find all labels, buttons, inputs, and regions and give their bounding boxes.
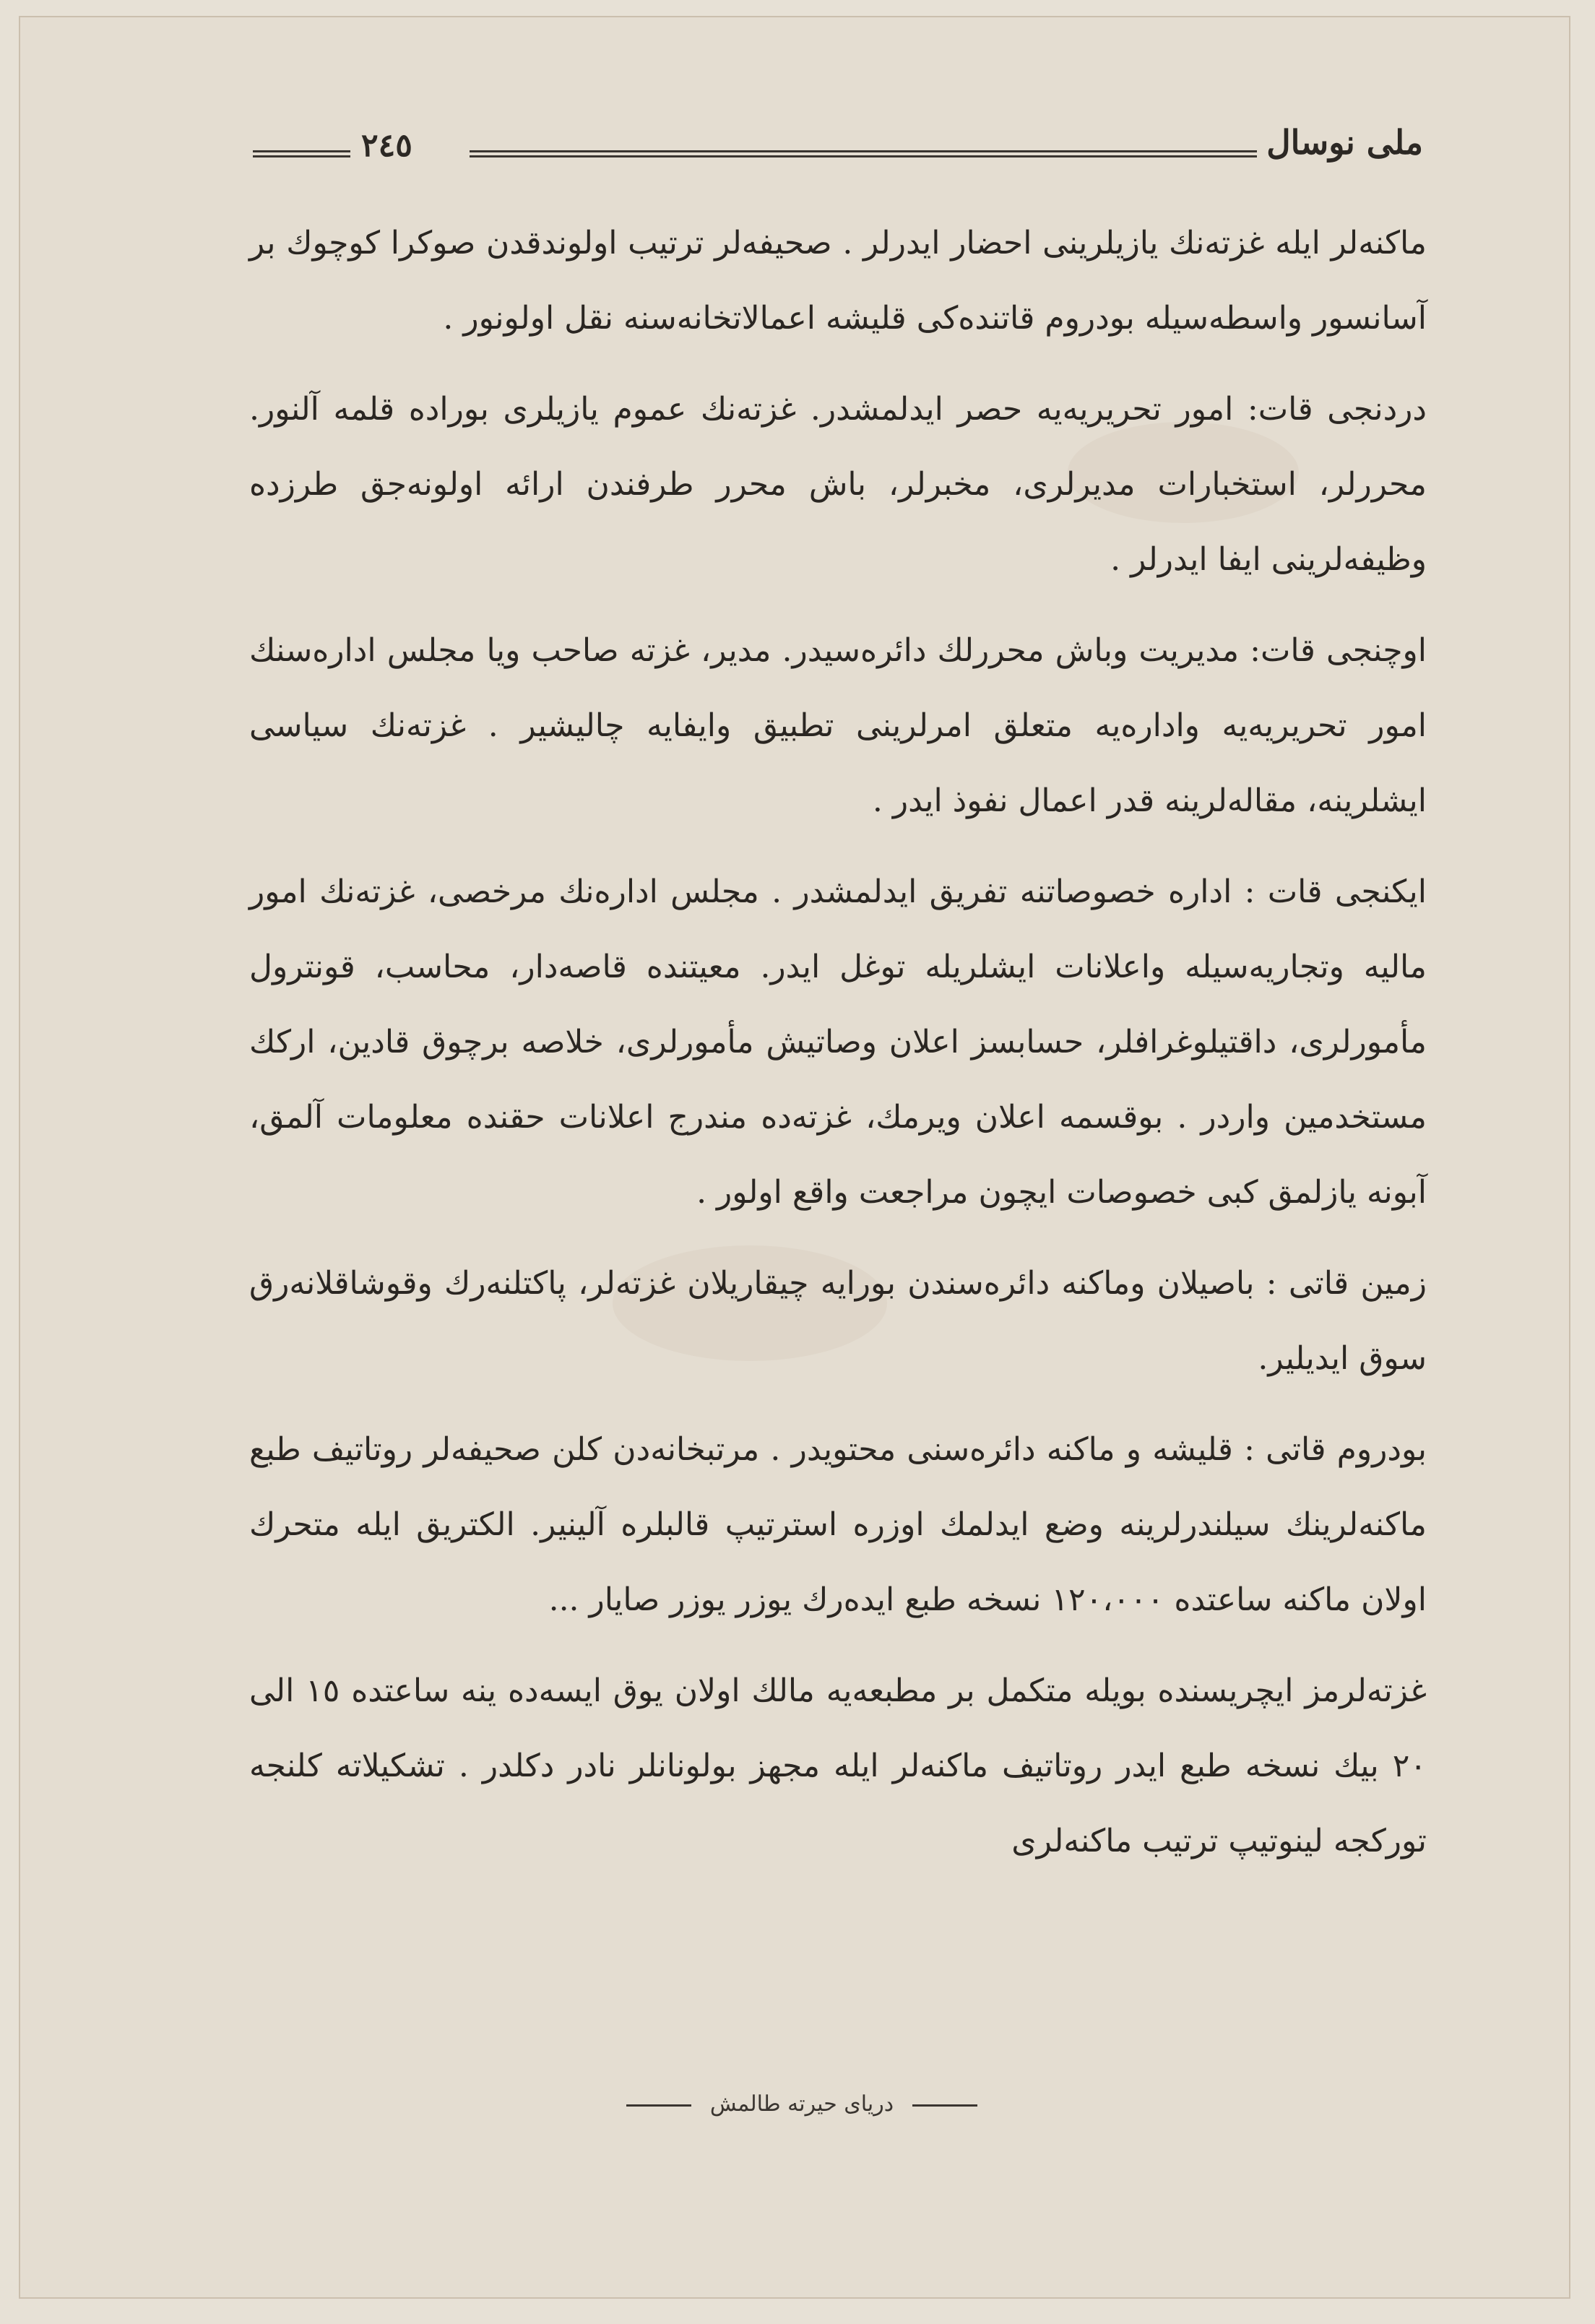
- catchword-footer: [549, 2091, 1055, 2117]
- paragraph: ماکنەلر ایلە غزتەنك یازیلرینی احضار ایدرلر . صحیفەلر ترتیب اولوندقدن صوکرا کوچوك بر آسانسور واسطەسیلە بودروم قاتندەکی قلیشە اعمالاتخانەسنە نقل اولونور .: [249, 225, 1427, 337]
- catchword-text: دریای حیرتە طالمش: [709, 2091, 894, 2117]
- paragraph: دردنجی قات: امور تحریریەیە حصر ایدلمشدر. غزتەنك عموم یازیلری بوراده قلمە آلنور. محررلر، استخبارات مدیرلری، مخبرلر، باش محرر طرفندن ارائە اولونەجق طرزده وظیفەلرینی ایفا ایدرلر .: [249, 391, 1427, 578]
- header-double-rule-short: [253, 150, 350, 157]
- footer-ornament-left: [626, 2104, 691, 2107]
- paragraph: اوچنجی قات: مدیریت وباش محررلك دائرەسیدر. مدیر، غزتە صاحب ویا مجلس ادارەسنك امور تحریریەیە وادارەیە متعلق امرلرینی تطبیق وایفایە چالیشیر . غزتەنك سیاسی ایشلرینە، مقالەلرینە قدر اعمال نفوذ ایدر .: [249, 632, 1427, 819]
- paragraph: زمین قاتی : باصیلان وماکنە دائرەسندن بورایە چیقاریلان غزتەلر، پاکتلنەرك وقوشاقلانەرق سوق ایدیلیر.: [249, 1265, 1427, 1377]
- running-title: ملی نوسال: [1266, 123, 1423, 162]
- paragraph: بودروم قاتی : قلیشە و ماکنە دائرەسنی محتویدر . مرتبخانەدن کلن صحیفەلر روتاتیف طبع ماکنەلرینك سیلندرلرینە وضع ایدلمك اوزرە استرتیپ قالبلرە آلینیر. الکتریق ایلە متحرك اولان ماکنە ساعتدە ١٢٠،٠٠٠ نسخە طبع ایدەرك یوزر یوزر صایار ...: [249, 1431, 1427, 1618]
- paragraph: ایکنجی قات : ادارە خصوصاتنە تفریق ایدلمشدر . مجلس ادارەنك مرخصی، غزتەنك امور مالیە وتجاریەسیلە واعلانات ایشلریلە توغل ایدر. معیتندە قاصەدار، محاسب، قونترول مأمورلری، داقتیلوغرافلر، حسابسز اعلان وصاتیش مأمورلری، خلاصە برچوق قادین، ارکك مستخدمین واردر . بوقسمە اعلان ویرمك، غزتەدە مندرج اعلانات حقندە معلومات آلمق، آبونە یازلمق کبی خصوصات ایچون مراجعت واقع اولور .: [249, 873, 1427, 1211]
- footer-ornament-right: [912, 2104, 977, 2107]
- article-body: [249, 206, 1427, 1895]
- page-number: ٢٤٥: [361, 127, 412, 164]
- header-double-rule: [470, 150, 1257, 157]
- running-header: [253, 116, 1423, 195]
- paragraph: غزتەلرمز ایچریسندە بویلە متکمل بر مطبعەیە مالك اولان یوق ایسەدە ینە ساعتدە ١٥ الی ٢٠ بیك نسخە طبع ایدر روتاتیف ماکنەلر ایلە مجهز بولونانلر نادر دکلدر . تشکیلاتە کلنجە تورکجە لینوتیپ ترتیب ماکنەلری: [249, 1672, 1427, 1859]
